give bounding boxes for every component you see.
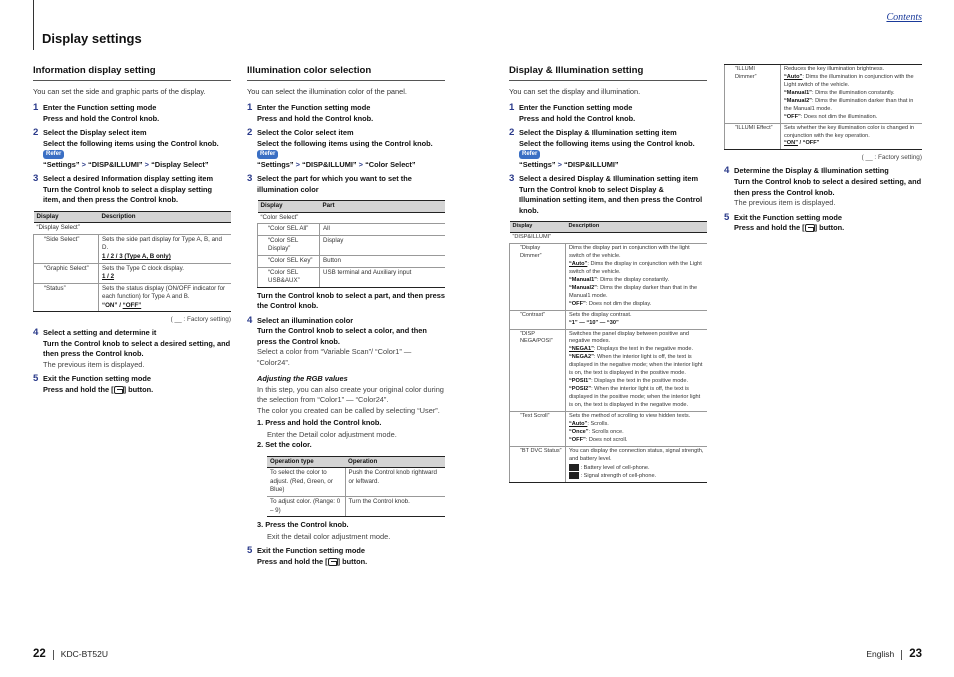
arrow-right-icon: > (81, 159, 86, 169)
step-4: 4 Select an illumination color Turn the Control knob to select a color, and then press the Control knob. Select a color from “Variable Scan”/ “Color1” — “Color24”. Adjusting the RGB values In this step, you can also create your original color during the selection from “Color1” — “Color24”. The color you created can be called by selecting “User”. 1. Press and hold the Control knob. Enter the Detail color adjustment mode. 2. Set the color. Operation type Operation To select the color to adjust. (Red, Green, or Blue) Push the Control knob rightward or leftward. To adjust color. (Range: 0 – 9) Turn the Control knob. 3. Press the Control knob. Exit the detail color adjustment mode. (247, 314, 444, 541)
model-name: KDC-BT52U (60, 649, 109, 659)
arrow-right-icon: > (358, 159, 363, 169)
step-1: 1 Enter the Function setting mode Press and hold the Control knob. (33, 102, 160, 123)
page-title: Display settings (42, 31, 142, 46)
illumination-color-section (247, 64, 445, 567)
section-intro: You can set the side and graphic parts of the display. (33, 86, 206, 96)
step-3: 3 Select the part for which you want to set the illumination color Display Part “Color Select” “Color SEL All” All “Color SEL Display” Display “Color SEL Key” Button “Color SEL USB&AUX” USB terminal and Auxiliary input Turn the Control knob to select a part, and then press the Control knob. (247, 173, 445, 311)
signal-strength-icon (569, 472, 579, 479)
arrow-right-icon: > (295, 159, 300, 169)
section-heading: Display & Illumination setting (509, 64, 707, 81)
disp-illumi-table: Display Description “DISP&ILLUMI” “Display Dimmer” Dims the display part in conjunction with the light switch of the vehicle. “Auto”: Dims the display in conjunction with the Light switch of the vehicle. “Manual1”: Dims the display constantly. “Manual2”: Dims the display darker than that in the Manual1 mode. “OFF”: Does not dim the display. “Contrast” Sets the display contrast. “1” — “10” — “30” “DISP NEGA/POSI” Switches the panel display between positive and negative modes. “NEGA1”: Displays the text in the negative mode. “NEGA2”: When the interior light is off, the text is displayed in the negative mode; when the interior light is on, the text is displayed in the positive mode. “POSI1”: Displays the text in the positive mode. “POSI2”: When the interior light is off, the text is displayed in the positive mode; when the interior light is on, the text is displayed in the negative mode. “Text Scroll” Sets the method of scrolling to view hidden texts. “Auto”: Scrolls. “Once”: Scrolls once. “OFF”: Does not scroll. “BT DVC Status” You can display the connection status, signal strength, and battery level. : Battery level of cell-phone. : Signal strength of cell-phone. (509, 221, 707, 483)
color-select-table: Display Part “Color Select” “Color SEL All” All “Color SEL Display” Display “Color SEL Key” Button “Color SEL USB&AUX” USB terminal and Auxiliary input (257, 200, 445, 287)
footer-divider (901, 650, 902, 660)
section-intro: You can set the display and illumination. (509, 86, 641, 96)
arrow-right-icon: > (144, 159, 149, 169)
page-edge-line (33, 0, 34, 50)
adjust-rgb-title: Adjusting the RGB values (257, 374, 348, 384)
footer-left (33, 648, 108, 660)
step-5: 5 Exit the Function setting mode Press and hold the [ ] button. (724, 211, 845, 233)
step-5: 5 Exit the Function setting mode Press and hold the [ ] button. (33, 373, 154, 394)
footer-right (866, 648, 922, 660)
operation-table: Operation type Operation To select the color to adjust. (Red, Green, or Blue) Push the Control knob rightward or leftward. To adjust color. (Range: 0 – 9) Turn the Control knob. (267, 456, 445, 517)
step-1: 1 Enter the Function setting mode Press and hold the Control knob. (509, 102, 636, 123)
information-display-section (33, 64, 231, 395)
factory-setting-note: ( __ : Factory setting) (170, 316, 231, 324)
battery-icon (569, 464, 579, 471)
page-number-left: 22 (33, 648, 46, 660)
refer-link[interactable]: Refer (519, 150, 540, 159)
arrow-right-icon: > (557, 159, 562, 169)
section-heading: Illumination color selection (247, 64, 445, 81)
footer-divider (53, 650, 54, 660)
step-2: 2 Select the Color select item Select the following items using the Control knob. Refer “Settings” > “DISP&ILLUMI” > “Color Select” (247, 127, 433, 169)
back-button-icon (114, 386, 124, 394)
refer-link[interactable]: Refer (257, 150, 278, 159)
step-3: 3 Select a desired Information display setting item Turn the Control knob to select a display setting item, and then press the Control knob. (33, 173, 214, 205)
refer-link[interactable]: Refer (43, 150, 64, 159)
step-4: 4 Determine the Display & Illumination setting Turn the Control knob to select a desired setting, and then press the Control knob. The previous item is displayed. (724, 165, 922, 208)
step-5: 5 Exit the Function setting mode Press and hold the [ ] button. (247, 545, 368, 566)
section-heading: Information display setting (33, 64, 231, 81)
illumi-table: “ILLUMI Dimmer” Reduces the key illumination brightness. “Auto”: Dims the illumination in conjunction with the Light switch of the vehicle. “Manual1”: Dims the illumination constantly. “Manual2”: Dims the illumination darker than that in the Manual1 mode. “OFF”: Does not dim the illumination. “ILLUMI Effect” Sets whether the key illumination color is changed in conjunction with the key operation. “ON” / “OFF” (724, 64, 922, 150)
step-1: 1 Enter the Function setting mode Press and hold the Control knob. (247, 102, 374, 123)
factory-setting-note: ( __ : Factory setting) (861, 154, 922, 162)
step-2: 2 Select the Display & Illumination setting item Select the following items using the Control knob. Refer “Settings” > “DISP&ILLUMI” (509, 127, 695, 169)
display-illumination-section (509, 64, 707, 486)
step-3: 3 Select a desired Display & Illumination setting item Turn the Control knob to select Display & Illumination setting item, and then press the Control knob. (509, 173, 703, 215)
step-4: 4 Select a setting and determine it Turn the Control knob to select a desired setting, and then press the Control knob. The previous item is displayed. (33, 327, 231, 369)
back-button-icon (805, 224, 815, 232)
language-label: English (866, 649, 895, 659)
page-number-right: 23 (909, 648, 922, 660)
display-illumination-continued (724, 64, 922, 234)
back-button-icon (328, 558, 338, 566)
contents-link[interactable]: Contents (886, 12, 922, 23)
section-intro: You can select the illumination color of the panel. (247, 86, 407, 96)
step-2: 2 Select the Display select item Select the following items using the Control knob. Refer “Settings” > “DISP&ILLUMI” > “Display Select” (33, 127, 219, 169)
display-select-table: Display Description “Display Select” “Side Select” Sets the side part display for Type A, B, and D. 1 / 2 / 3 (Type A, B only) “Graphic Select” Sets the Type C clock display. 1 / 2 “Status” Sets the status display (ON/OFF indicator for each function) for Type A and B. “ON” / “OFF” (33, 211, 231, 312)
